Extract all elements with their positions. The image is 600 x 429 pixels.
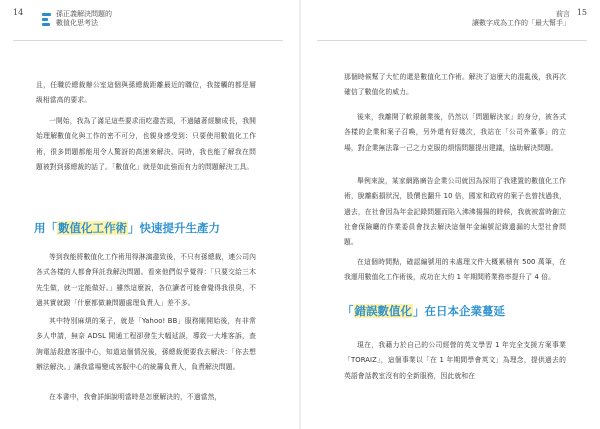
paragraph: 那個時候幫了大忙的還是數值化工作術。解決了這麼大的混亂後，我再次確信了數值化的威力。 [344,73,566,97]
paragraph: 在本書中，我會詳細說明當時是怎麼解決的，不過當然， [49,393,222,401]
header-line: 數值化思考法 [56,19,98,27]
paragraph: 一開始，我為了滿足這些要求而吃盡苦頭，不過隨著經驗成長，我開始理解數值化與工作的密不可分，也親身感受到：只要使用數值化工作術，很多問題都能用令人驚訝的高速來解決。同時，我也能了解我在問題被對到孫總裁的話了。「數值化」就是如此強而有力的問題解決工具。 [36,117,256,171]
book-title-header [56,10,112,28]
heading-highlight: 錯誤數值化 [354,304,412,318]
section-heading [34,220,220,236]
paragraph: 且，任職於總裁辦公室這個與孫總裁距離最近的職位，我接觸的都是層級相當高的要求。 [36,81,256,105]
right-page [300,0,600,429]
paragraph: 在這個時間點，確認編號用的未處理文件大概累積有 500 萬筆，在我運用數值化工作術後，成功在大約 1 年期間將業務率提升了 4 倍。 [344,258,566,282]
chapter-header [472,10,570,28]
paragraph: 等到我能將數值化工作術用得淋漓盡致後，不只有孫總裁，連公司內各式各樣的人都會拜託我解決問題。看來他們似乎覺得：「只要交給三木先生做，就一定能做好。」雖然這麼說，各位讀者可能會覺得我很臭，不過其實就跟「什麼都做兼問題處理負責人」差不多。 [36,253,256,307]
heading-text: 用「 [34,221,57,235]
book-logo-icon [42,11,52,25]
paragraph: 其中特別麻煩的案子，就是「Yahoo! BB」服務剛開始後，有非常多人申請，無奈 ADSL 開通工程卻發生大幅延誤，導致一大堆客訴，查詢電話殺進客服中心，知道這個情況後，孫總裁便要我去解決：「你去想辦法解決。」讓我當場變成客服中心的統籌負責人，負責解決問題。 [36,317,256,371]
header-line: 前言 [556,10,570,18]
heading-text: 「 [342,304,354,318]
heading-text: 」快速提升生產力 [128,221,220,235]
header-line: 讓數字成為工作的「最大幫手」 [472,19,570,27]
heading-highlight: 數值化工作術 [58,221,127,235]
paragraph: 後來，我離開了軟銀創業後，仍然以「問題解決家」的身分，被各式各樣的企業和案子召喚，另外還有好幾次，我站在「公司外董事」的立場，對企業無法靠一己之力克服的煩惱問題提出建議，協助解決問題。 [344,113,566,152]
heading-text: 」在日本企業蔓延 [413,304,505,318]
paragraph: 現在，我藉力於自己的公司經營的英文學習 1 年完全支援方案事業「TORAIZ」，這個事業以「在 1 年期間學會英文」為理念，提供過去的英語會話教室沒有的全新服務，因此就和在 [344,341,566,380]
paragraph: 舉例來說，某家網路廣告企業公司就因為採用了我建置的數值化工作術，脫離虧損狀況，股價也翻升 10 倍，國家和政府的案子也曾找過我，過去，在社會因為年金記錄問題而陷入沸沸揚揚的時候，我就被當時創立社會保險廳的作業委員會找去解決這個年金編號記錄遺漏的大型社會問題。 [344,177,566,247]
page-number: 15 [576,8,587,17]
page-number: 14 [13,8,24,17]
header-rule [317,40,587,41]
section-heading [342,303,505,319]
header-line: 孫正義解決問題的 [56,10,112,18]
header-rule [13,40,283,41]
